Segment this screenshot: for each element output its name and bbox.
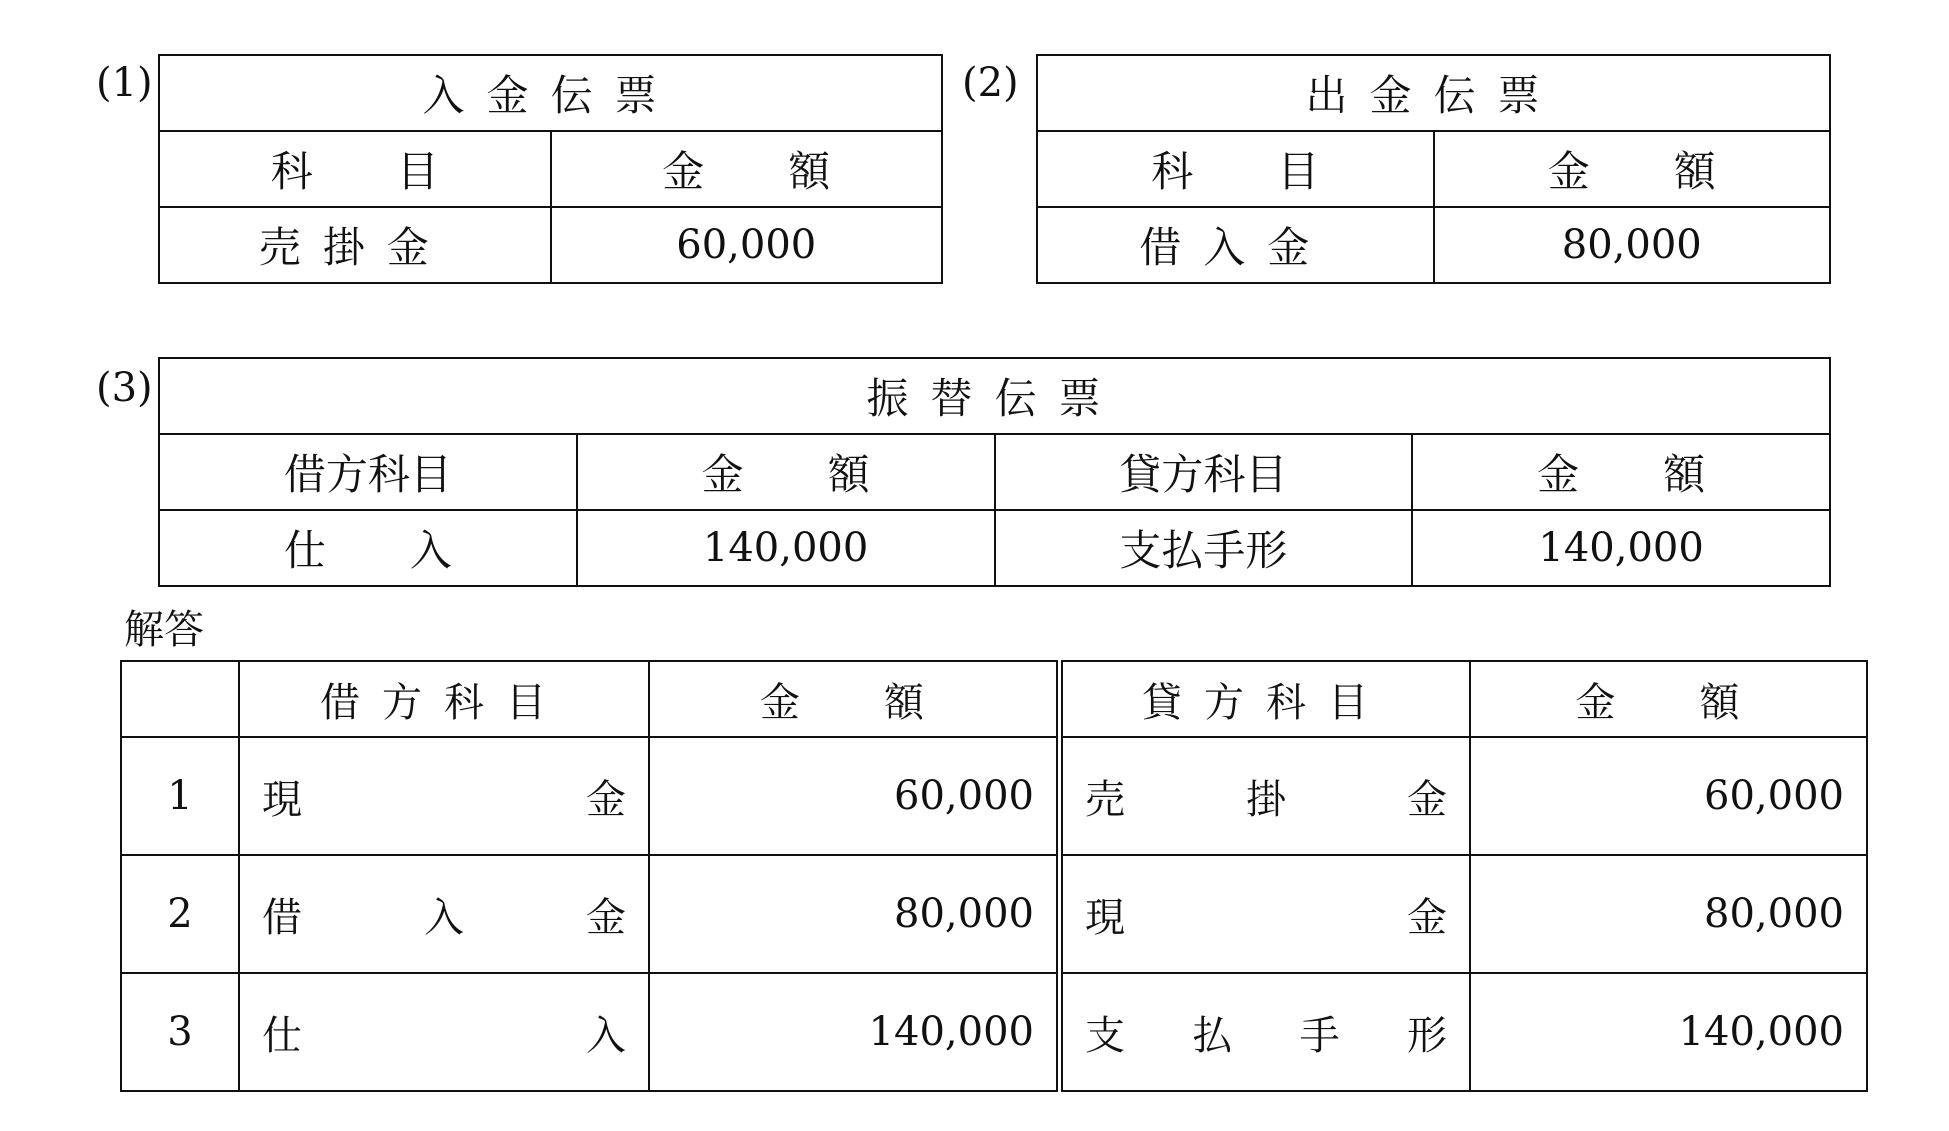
debit-amount: 140,000 [649,973,1060,1091]
answer-header-blank [121,661,239,737]
slip1-header-account: 科 目 [159,131,551,207]
slip3-title: 振替伝票 [159,358,1830,434]
credit-char: 形 [1406,1012,1447,1059]
debit-account [239,737,649,855]
table-row [121,737,1867,855]
answer-header-debit-amount: 金 額 [649,661,1060,737]
credit-char: 現 [1085,894,1125,941]
table-row [121,855,1867,973]
row-number: 2 [121,855,239,973]
slip1-header-amount: 金 額 [551,131,943,207]
slip3-table [158,357,1831,587]
debit-account [239,973,649,1091]
credit-char: 手 [1299,1012,1340,1059]
credit-account [1060,855,1471,973]
answer-header-credit-account: 貸方科目 [1060,661,1471,737]
slip3-credit-amount: 140,000 [1412,510,1830,586]
credit-amount: 60,000 [1470,737,1867,855]
slip3-header-debit-amount: 金 額 [577,434,995,510]
debit-char: 入 [586,1012,626,1059]
slip3-header-credit-amount: 金 額 [1412,434,1830,510]
credit-account [1060,973,1471,1091]
answer-header-credit-amount: 金 額 [1470,661,1867,737]
debit-amount: 60,000 [649,737,1060,855]
slip2-table [1036,54,1831,284]
debit-amount: 80,000 [649,855,1060,973]
credit-char: 支 [1085,1012,1125,1059]
table-row [121,973,1867,1091]
debit-char: 金 [586,894,626,941]
credit-account [1060,737,1471,855]
row-number: 1 [121,737,239,855]
answer-header-debit-account: 借方科目 [239,661,649,737]
answer-label: 解答 [124,607,204,653]
slip2-amount: 80,000 [1434,207,1831,283]
answer-table [120,660,1868,1092]
slip3-header-debit-account: 借方科目 [159,434,577,510]
slip1-account: 売掛金 [159,207,551,283]
credit-char: 売 [1085,776,1125,823]
slip2-header-amount: 金 額 [1434,131,1831,207]
slip2-title: 出金伝票 [1037,55,1830,131]
slip1-amount: 60,000 [551,207,943,283]
debit-char: 仕 [262,1012,302,1059]
row-number: 3 [121,973,239,1091]
debit-char: 金 [586,776,626,823]
debit-account [239,855,649,973]
slip2-account: 借入金 [1037,207,1434,283]
debit-char: 入 [424,894,464,941]
slip3-debit-account: 仕 入 [159,510,577,586]
slip2-label: (2) [962,60,1019,106]
debit-char: 現 [262,776,302,823]
slip1-label: (1) [96,60,153,106]
slip2-header-account: 科 目 [1037,131,1434,207]
credit-char: 掛 [1246,776,1286,823]
credit-amount: 140,000 [1470,973,1867,1091]
debit-char: 借 [262,894,302,941]
credit-amount: 80,000 [1470,855,1867,973]
credit-char: 金 [1407,894,1447,941]
slip3-label: (3) [96,365,153,411]
slip1-title: 入金伝票 [159,55,942,131]
slip3-credit-account: 支払手形 [995,510,1413,586]
credit-char: 金 [1407,776,1447,823]
slip1-table [158,54,943,284]
credit-char: 払 [1192,1012,1233,1059]
slip3-debit-amount: 140,000 [577,510,995,586]
slip3-header-credit-account: 貸方科目 [995,434,1413,510]
